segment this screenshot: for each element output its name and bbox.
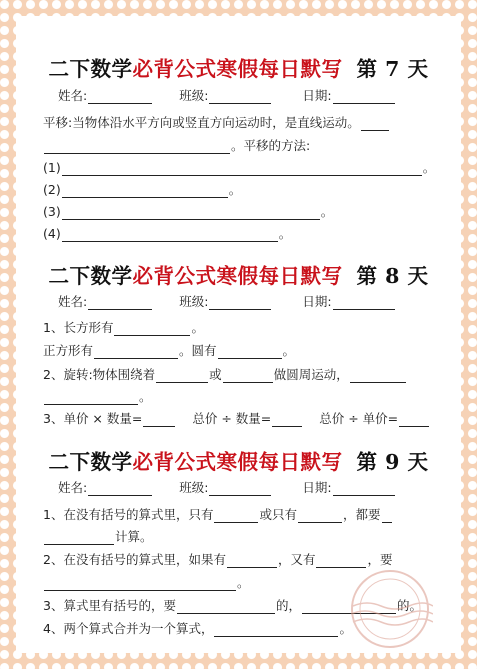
title-day: 第 9 天 [356,450,429,474]
question-text: 2、在没有括号的算式里，如果有 [43,552,226,567]
title-highlight: 必背公式寒假每日默写 [132,57,343,81]
question-text: 。圆有 [179,343,217,358]
translation-line [43,115,390,131]
q8-2 [43,367,407,383]
name-blank[interactable] [88,482,152,496]
question-text: 的， [275,598,301,613]
date-label: 日期: [302,88,332,103]
formula-quantity: 总价 ÷ 数量= [192,411,272,426]
question-text: 或 [209,367,222,382]
q8-1b [43,343,295,359]
class-blank[interactable] [209,482,271,496]
question-text: 1、长方形有 [43,320,114,335]
answer-blank[interactable] [350,369,406,383]
method-text: 。平移的方法: [231,138,311,153]
period: 。 [422,160,436,175]
method-item-2 [43,182,241,198]
class-label: 班级: [179,88,209,103]
method-item-1 [43,160,435,176]
answer-blank[interactable] [62,162,422,176]
name-blank[interactable] [88,90,152,104]
period: 。 [228,182,242,197]
answer-blank[interactable] [44,140,230,154]
question-text: 的。 [396,598,422,613]
q9-2 [43,552,393,568]
title-day: 第 7 天 [356,57,429,81]
answer-blank[interactable] [272,413,302,427]
class-blank[interactable] [209,296,271,310]
answer-blank[interactable] [298,509,342,523]
period: 。 [339,621,352,636]
title-day-9 [0,445,477,475]
answer-blank[interactable] [94,345,178,359]
q9-1 [43,507,393,523]
answer-blank[interactable] [143,413,175,427]
title-day-8 [0,259,477,289]
title-prefix: 二下数学 [48,264,133,288]
class-blank[interactable] [209,90,271,104]
period: 。 [191,320,204,335]
period: 。 [278,226,292,241]
q8-3 [43,411,430,427]
question-text: 正方形有 [43,343,94,358]
q8-1 [43,320,204,336]
question-text: 1、在没有括号的算式里，只有 [43,507,214,522]
faded-seal-icon [347,566,433,652]
question-text: ，又有 [277,552,316,567]
title-day: 第 8 天 [356,264,429,288]
title-day-7 [0,52,477,82]
item-number: (1) [43,160,61,175]
info-row-9 [58,480,396,496]
date-label: 日期: [302,480,332,495]
period: 。 [282,343,296,358]
item-number: (2) [43,182,61,197]
name-blank[interactable] [88,296,152,310]
date-blank[interactable] [333,482,395,496]
period: 。 [320,204,334,219]
date-blank[interactable] [333,90,395,104]
period: 。 [139,389,152,404]
question-text: ，都要 [342,507,381,522]
q9-1b [43,529,153,545]
answer-blank[interactable] [44,391,138,405]
answer-blank[interactable] [361,117,389,131]
answer-blank[interactable] [399,413,429,427]
title-prefix: 二下数学 [48,450,133,474]
title-highlight: 必背公式寒假每日默写 [132,264,343,288]
name-label: 姓名: [58,294,88,309]
question-text: 做圆周运动， [273,367,349,382]
method-item-4 [43,226,291,242]
info-row-8 [58,294,396,310]
question-text: 4、两个算式合并为一个算式， [43,621,214,636]
method-line [43,138,310,154]
info-row-7 [58,88,396,104]
q9-4 [43,621,352,637]
name-label: 姓名: [58,480,88,495]
answer-blank[interactable] [382,509,392,523]
question-text: 或只有 [259,507,297,522]
answer-blank[interactable] [214,623,338,637]
item-number: (4) [43,226,61,241]
answer-blank[interactable] [114,322,190,336]
title-prefix: 二下数学 [48,57,133,81]
answer-blank[interactable] [62,228,278,242]
translation-text: 平移:当物体沿水平方向或竖直方向运动时，是直线运动。 [43,115,360,130]
answer-blank[interactable] [62,184,228,198]
answer-blank[interactable] [218,345,282,359]
answer-blank[interactable] [227,554,277,568]
formula-price: 总价 ÷ 单价= [319,411,399,426]
title-highlight: 必背公式寒假每日默写 [132,450,343,474]
answer-blank[interactable] [156,369,208,383]
class-label: 班级: [179,480,209,495]
question-text: 2、旋转:物体围绕着 [43,367,156,382]
answer-blank[interactable] [177,600,275,614]
class-label: 班级: [179,294,209,309]
question-text: ，要 [367,552,393,567]
answer-blank[interactable] [214,509,258,523]
date-blank[interactable] [333,296,395,310]
question-text: 3、算式里有括号的，要 [43,598,176,613]
answer-blank[interactable] [44,577,236,591]
q9-2b [43,575,250,591]
item-number: (3) [43,204,61,219]
q8-2b [43,389,152,405]
method-item-3 [43,204,333,220]
formula-unit-price: 3、单价 × 数量= [43,411,143,426]
period: 。 [237,575,250,590]
question-text: 计算。 [115,529,153,544]
answer-blank[interactable] [223,369,273,383]
answer-blank[interactable] [44,531,114,545]
date-label: 日期: [302,294,332,309]
answer-blank[interactable] [62,206,320,220]
name-label: 姓名: [58,88,88,103]
